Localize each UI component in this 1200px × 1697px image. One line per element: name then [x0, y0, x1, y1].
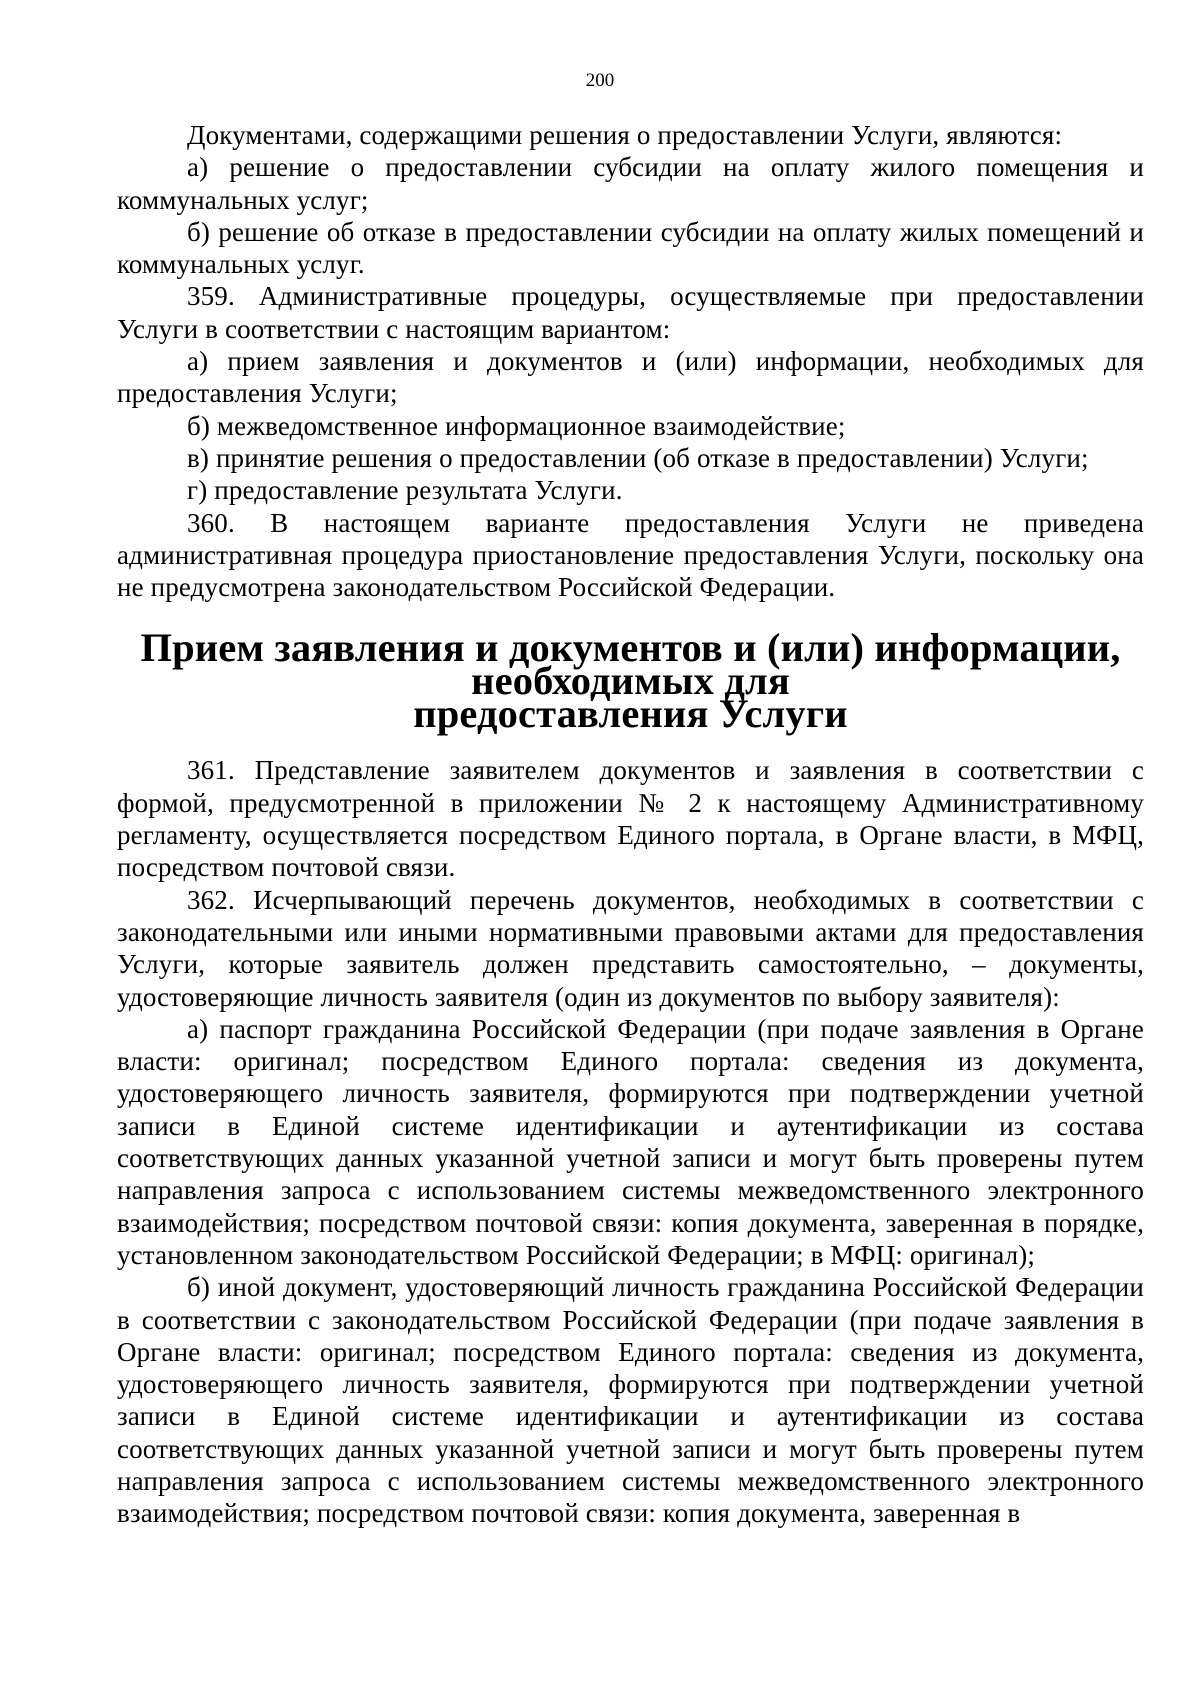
paragraph-362: 362. Исчерпывающий перечень документов, необходимых в соответствии с законодательными или иными нормативными правовыми актами для предоставления Услуги, которые заявитель должен представить самостоятельно, – документы, удостоверяющие личность заявителя (один из документов по выбору заявителя):	[117, 884, 1144, 1012]
paragraph-item-b-refusal: б) решение об отказе в предоставлении субсидии на оплату жилых помещений и коммунальных услуг.	[117, 216, 1144, 280]
section-heading-line-2: предоставления Услуги	[413, 691, 848, 737]
paragraph-documents-intro: Документами, содержащими решения о предоставлении Услуги, являются:	[187, 120, 1063, 150]
paragraph-362-item-b: б) иной документ, удостоверяющий личность гражданина Российской Федерации в соответствии с законодательством Российской Федерации (при подаче заявления в Органе власти: оригинал; посредством Единого портала: сведения из документа, удостоверяющего личность заявителя, формируются при подтверждении учетной записи в Единой системе идентификации и аутентификации из состава соответствующих данных указанной учетной записи и могут быть проверены путем направления запроса с использованием системы межведомственного электронного взаимодействия; посредством почтовой связи: копия документа, заверенная в	[117, 1272, 1144, 1529]
paragraph-359-item-b: б) межведомственное информационное взаимодействие;	[187, 410, 846, 441]
section-heading-line-1: Прием заявления и документов и (или) информации, необходимых для	[140, 625, 1121, 704]
paragraph-359-item-c: в) принятие решения о предоставлении (об отказе в предоставлении) Услуги;	[187, 442, 1089, 473]
section-heading	[117, 625, 1144, 737]
paragraph-359-item-d: г) предоставление результата Услуги.	[187, 475, 623, 506]
paragraph-359-item-a: а) прием заявления и документов и (или) информации, необходимых для предоставления Услуги;	[117, 346, 1144, 409]
paragraph-361: 361. Представление заявителем документов и заявления в соответствии с формой, предусмотренной в приложении № 2 к настоящему Административному регламенту, осуществляется посредством Единого портала, в Органе власти, в МФЦ, посредством почтовой связи.	[117, 755, 1144, 883]
paragraph-item-a-decision: а) решение о предоставлении субсидии на оплату жилого помещения и коммунальных услуг;	[117, 152, 1144, 215]
page-content	[117, 119, 1144, 1530]
paragraph-362-item-a: а) паспорт гражданина Российской Федерации (при подаче заявления в Органе власти: оригинал; посредством Единого портала: сведения из документа, удостоверяющего личность заявителя, формируются при подтверждении учетной записи в Единой системе идентификации и аутентификации из состава соответствующих данных указанной учетной записи и могут быть проверены путем направления запроса с использованием системы межведомственного электронного взаимодействия; посредством почтовой связи: копия документа, заверенная в порядке, установленном законодательством Российской Федерации; в МФЦ: оригинал);	[117, 1013, 1144, 1270]
paragraph-359: 359. Административные процедуры, осуществляемые при предоставлении Услуги в соответствии с настоящим вариантом:	[117, 281, 1144, 344]
page-number: 200	[585, 70, 615, 91]
paragraph-360: 360. В настоящем варианте предоставления Услуги не приведена административная процедура приостановление предоставления Услуги, поскольку она не предусмотрена законодательством Российской Федерации.	[117, 507, 1144, 603]
